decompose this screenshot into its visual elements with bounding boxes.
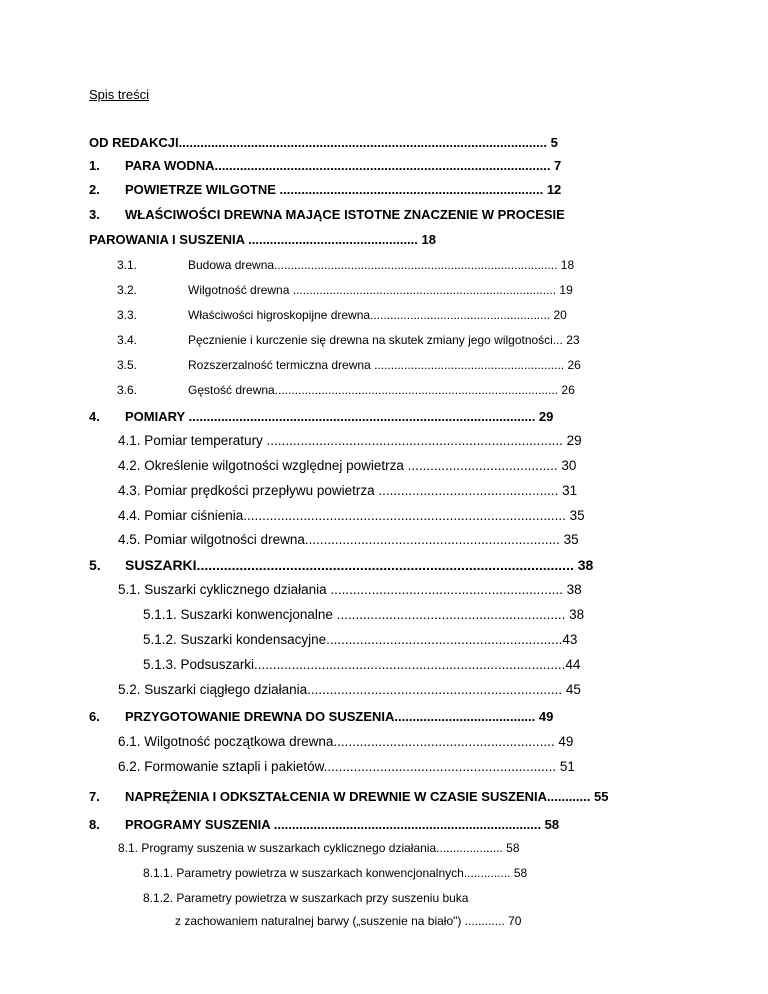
toc-entry-para-wodna: PARA WODNA............................................................................................. 7 (125, 158, 562, 173)
toc-entry-gestosc: Gęstość drewna..................................................................................... 26 (188, 383, 575, 397)
toc-entry-suszarki: SUSZARKI................................................................................................. 38 (125, 557, 594, 573)
toc-entry-num: 3.5. (117, 358, 138, 372)
toc-entry-od-redakcji: OD REDAKCJI...................................................................................................... 5 (89, 135, 558, 150)
toc-entry-programy-suszenia: PROGRAMY SUSZENIA .......................................................................... 58 (125, 817, 560, 832)
toc-entry-naprezenia: NAPRĘŻENIA I ODKSZTAŁCENIA W DREWNIE W CZASIE SUSZENIA............ 55 (125, 789, 609, 804)
toc-entry-powietrze-wilgotne: POWIETRZE WILGOTNE ......................................................................... 12 (125, 182, 562, 197)
toc-entry-wilgotnosc-drewna: Wilgotność drewna ............................................................................... 19 (188, 283, 573, 297)
toc-entry-suszarki-konwencjonalne: 5.1.1. Suszarki konwencjonalne ............................................................. 38 (143, 607, 585, 622)
toc-entry-num: 3.6. (117, 383, 138, 397)
toc-entry-num: 6. (89, 709, 100, 724)
toc-entry-podsuszarki: 5.1.3. Podsuszarki...................................................................................44 (143, 657, 581, 672)
toc-entry-pecznienie: Pęcznienie i kurczenie się drewna na skutek zmiany jego wilgotności... 23 (188, 333, 580, 347)
toc-entry-num: 2. (89, 182, 100, 197)
toc-entry-num: 8. (89, 817, 100, 832)
toc-entry-suszarki-kondensacyjne: 5.1.2. Suszarki kondensacyjne...............................................................43 (143, 632, 578, 647)
toc-entry-num: 7. (89, 789, 100, 804)
toc-entry-wilgotnosc-poczatkowa: 6.1. Wilgotność początkowa drewna........................................................... 49 (118, 734, 574, 749)
toc-entry-formowanie-sztapli: 6.2. Formowanie sztapli i pakietów.............................................................. 51 (118, 759, 575, 774)
toc-entry-num: 3.3. (117, 308, 138, 322)
toc-entry-num: 3.2. (117, 283, 138, 297)
toc-entry-wlasciwosci-drewna-cont: PAROWANIA I SUSZENIA ............................................... 18 (89, 232, 436, 247)
toc-entry-pomiar-temperatury: 4.1. Pomiar temperatury ............................................................................... 29 (118, 433, 582, 448)
toc-entry-num: 5. (89, 557, 101, 573)
toc-entry-pomiary: POMIARY ................................................................................................ 29 (125, 409, 554, 424)
toc-entry-num: 3.1. (117, 258, 138, 272)
toc-entry-wlasciwosci-drewna: WŁAŚCIWOŚCI DREWNA MAJĄCE ISTOTNE ZNACZENIE W PROCESIE (125, 207, 565, 222)
toc-entry-num: 1. (89, 158, 100, 173)
toc-entry-parametry-konwencjonalnych: 8.1.1. Parametry powietrza w suszarkach konwencjonalnych.............. 58 (143, 866, 528, 880)
toc-entry-predkosc-przeplywu: 4.3. Pomiar prędkości przepływu powietrza ................................................ 31 (118, 483, 578, 498)
toc-entry-suszarki-cyklicznego: 5.1. Suszarki cyklicznego działania .............................................................. 38 (118, 582, 582, 597)
toc-entry-programy-cyklicznego: 8.1. Programy suszenia w suszarkach cyklicznego działania.................... 58 (118, 841, 520, 855)
toc-entry-rozszerzalnosc: Rozszerzalność termiczna drewna ......................................................... 26 (188, 358, 581, 372)
toc-entry-budowa-drewna: Budowa drewna..................................................................................... 18 (188, 258, 575, 272)
toc-title: Spis treści (89, 87, 149, 102)
toc-entry-pomiar-wilgotnosci-drewna: 4.5. Pomiar wilgotności drewna.................................................................... 35 (118, 532, 579, 547)
toc-entry-higroskopijne: Właściwości higroskopijne drewna...................................................... 20 (188, 308, 567, 322)
toc-entry-num: 3. (89, 207, 100, 222)
toc-entry-num: 3.4. (117, 333, 138, 347)
toc-entry-pomiar-cisnienia: 4.4. Pomiar ciśnienia...................................................................................... 35 (118, 508, 585, 523)
toc-entry-suszarki-ciaglego: 5.2. Suszarki ciągłego działania.................................................................... 45 (118, 682, 581, 697)
toc-entry-parametry-buka-cont: z zachowaniem naturalnej barwy („suszenie na biało") ............ 70 (175, 914, 522, 928)
toc-entry-wilgotnosc-wzgledna: 4.2. Określenie wilgotności względnej powietrza ........................................ 30 (118, 458, 577, 473)
toc-entry-num: 4. (89, 409, 100, 424)
toc-entry-przygotowanie: PRZYGOTOWANIE DREWNA DO SUSZENIA....................................... 49 (125, 709, 554, 724)
toc-entry-parametry-buka: 8.1.2. Parametry powietrza w suszarkach przy suszeniu buka (143, 891, 469, 905)
